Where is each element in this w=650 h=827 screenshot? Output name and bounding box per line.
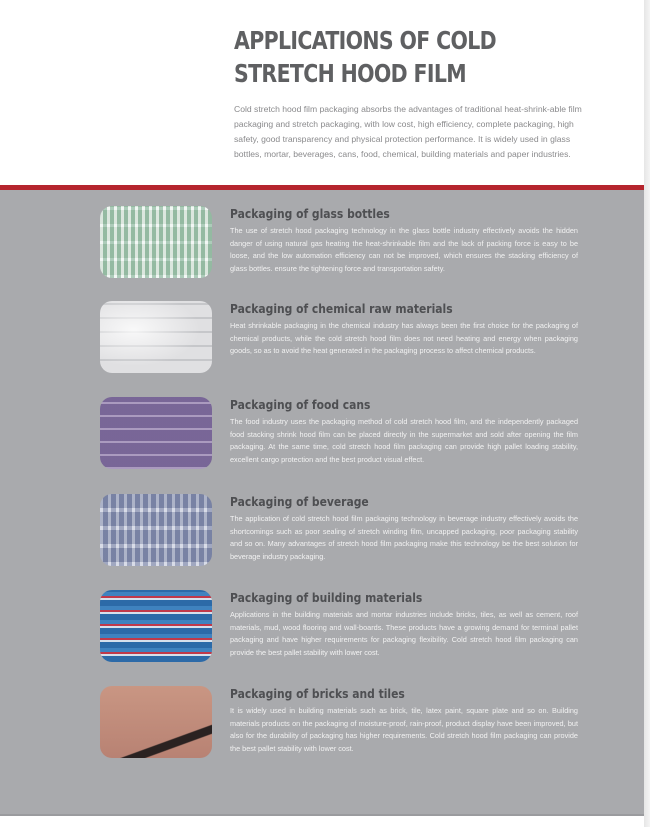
section-body: It is widely used in building materials such as brick, tile, latex paint, square plate and so on. Building materials products on the packaging of moisture-proof, rain-proof, product display have been improved, but also for the durability of packaging has higher requirements. Cold stretch hood film packaging can provide the best pallet stability with lower cost. [230, 706, 578, 753]
bricks-tiles-pallet-image [100, 686, 212, 758]
section-title: Packaging of bricks and tiles [230, 686, 405, 701]
page-title [234, 24, 546, 90]
section-body: The food industry uses the packaging method of cold stretch hood film, and the independently packaged food stacking shrink hood film can be placed directly in the supermarket and sold after opening the film packaging. At the same time, cold stretch hood film packaging can provide high pallet loading stability, excellent cargo protection and the best product visual effect. [230, 417, 578, 464]
section-building-materials [0, 582, 644, 672]
section-title: Packaging of beverage [230, 494, 369, 509]
building-materials-pallet-image [100, 590, 212, 662]
section-title: Packaging of building materials [230, 590, 423, 605]
section-body: The use of stretch hood packaging technology in the glass bottle industry effectively avoids the hidden danger of using natural gas heating the heat-shrinkable film and the lack of packing force is easy to be loose, and the low automation efficiency can not be improved, which ensures the stacking efficiency of glass bottles. ensure the tightening force and transportation safety. [230, 226, 578, 273]
section-bricks-and-tiles [0, 678, 644, 768]
section-title: Packaging of glass bottles [230, 206, 390, 221]
applications-panel [0, 190, 644, 816]
page-title-line-1: APPLICATIONS OF COLD [234, 26, 497, 55]
page-title-line-2: STRETCH HOOD FILM [234, 59, 466, 88]
section-glass-bottles [0, 198, 644, 288]
section-body: The application of cold stretch hood film packaging technology in beverage industry effectively avoids the shortcomings such as poor sealing of stretch winding film, uncapped packaging, poor packaging stability and so on. Many advantages of stretch hood film packaging make this technology be the best solution for beverage industry packaging. [230, 514, 578, 561]
section-title: Packaging of chemical raw materials [230, 301, 453, 316]
page-edge-shadow [644, 0, 650, 827]
section-food-cans [0, 389, 644, 479]
food-cans-pallet-image [100, 397, 212, 469]
chemical-bags-pallet-image [100, 301, 212, 373]
section-beverage [0, 486, 644, 576]
intro-paragraph: Cold stretch hood film packaging absorbs the advantages of traditional heat-shrink-able film packaging and stretch packaging, with low cost, high efficiency, complete packaging, high safety, good transparency and physical protection performance. It is widely used in glass bottles, mortar, beverages, cans, food, chemical, building materials and paper industries. [234, 104, 582, 159]
beverage-pallet-image [100, 494, 212, 566]
section-body: Applications in the building materials and mortar industries include bricks, tiles, as well as cement, roof materials, mud, wood flooring and wall-boards. These products have a growing demand for terminal pallet packaging and have higher requirements for packaging flexibility. Cold stretch hood film packaging can provide the best pallet stability with lower cost. [230, 610, 578, 657]
section-body: Heat shrinkable packaging in the chemical industry has always been the first choice for the packaging of chemical products, while the cold stretch hood film does not need heating and energy when packaging goods, so as to avoid the heat generated in the packaging process to affect chemical products. [230, 321, 578, 355]
section-chemical-raw-materials [0, 293, 644, 383]
glass-bottles-pallet-image [100, 206, 212, 278]
section-title: Packaging of food cans [230, 397, 371, 412]
